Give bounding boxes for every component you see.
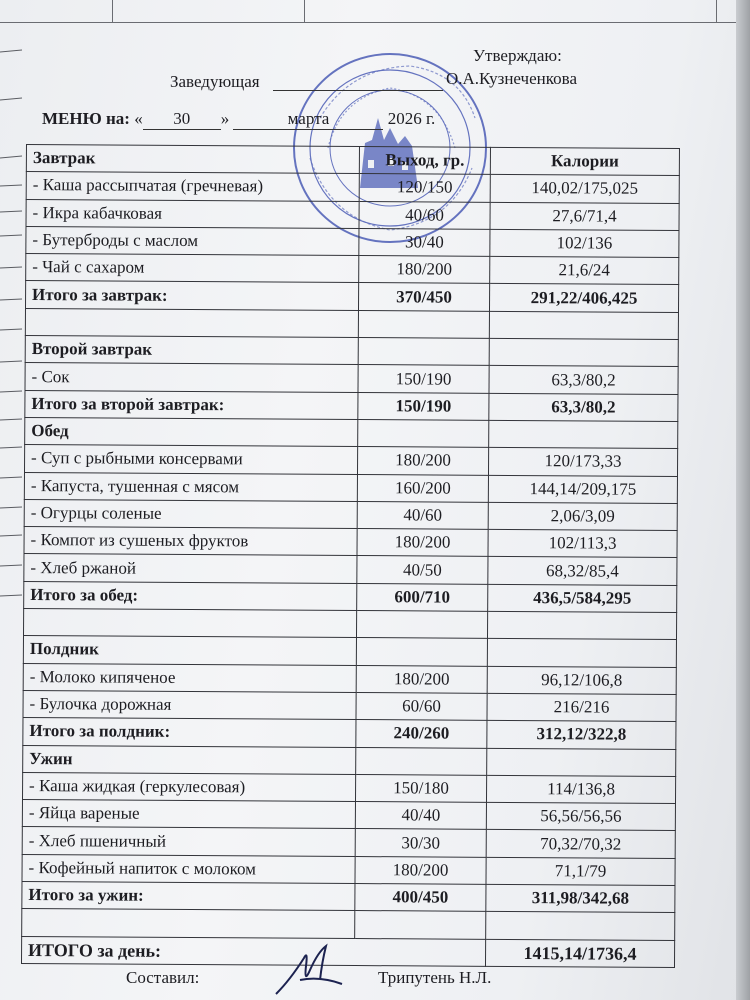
output-cell: 60/60 [356, 692, 487, 720]
table-row [24, 445, 677, 476]
calories-cell: 436,5/584,295 [488, 584, 677, 612]
meal-name-cell: Итого за полдник: [23, 718, 356, 747]
table-row [22, 827, 675, 858]
signature-line [273, 90, 443, 91]
menu-table [21, 144, 680, 968]
calories-cell: 56,56/56,56 [486, 802, 675, 830]
table-header-row [26, 145, 679, 176]
calories-cell: 70,32/70,32 [486, 830, 675, 858]
head-title: Заведующая [170, 72, 260, 91]
calories-cell: 216/216 [487, 693, 676, 721]
output-cell: 150/180 [355, 774, 486, 802]
table-row [23, 663, 676, 694]
output-cell: 40/40 [355, 802, 486, 830]
column-header-meal: Завтрак [26, 145, 359, 174]
output-cell: 160/200 [357, 474, 488, 502]
output-cell: 180/200 [357, 447, 488, 475]
meal-name-cell: - Булочка дорожная [23, 690, 356, 719]
meal-name-cell: Полдник [23, 636, 356, 665]
meal-name-cell: Итого за завтрак: [25, 281, 358, 310]
quote-close: » [220, 109, 230, 128]
calories-cell [487, 748, 676, 776]
table-row [25, 363, 678, 394]
calories-cell [487, 611, 676, 639]
calories-cell [489, 420, 678, 448]
calories-cell: 63,3/80,2 [489, 393, 678, 421]
calories-cell: 120/173,33 [488, 448, 677, 476]
table-row [22, 854, 675, 885]
table-row [25, 336, 678, 367]
meal-name-cell: - Каша рассыпчатая (гречневая) [26, 172, 359, 201]
calories-cell: 68,32/85,4 [488, 557, 677, 585]
table-row [25, 308, 678, 339]
calories-cell [489, 338, 678, 366]
table-row [22, 800, 675, 831]
output-cell [358, 338, 489, 366]
menu-month: марта [233, 109, 383, 130]
meal-name-cell: - Яйца вареные [22, 800, 355, 829]
output-cell: 370/450 [358, 283, 489, 311]
meal-name-cell: - Бутерброды с маслом [26, 226, 359, 255]
table-row [26, 199, 679, 230]
meal-name-cell: - Молоко кипяченое [23, 663, 356, 692]
table-row [23, 609, 676, 640]
calories-cell: 27,6/71,4 [490, 202, 679, 230]
meal-name-cell: - Кофейный напиток с молоком [22, 854, 355, 883]
meal-name-cell: - Хлеб ржаной [24, 554, 357, 583]
output-cell: 600/710 [357, 583, 488, 611]
output-cell [356, 638, 487, 666]
table-row [23, 718, 676, 749]
meal-name-cell [22, 909, 355, 938]
table-row [26, 254, 679, 285]
output-cell: 150/190 [358, 365, 489, 393]
calories-cell: 140,02/175,025 [490, 175, 679, 203]
table-row [25, 417, 678, 448]
output-cell: 180/200 [357, 529, 488, 557]
calories-cell: 71,1/79 [486, 857, 675, 885]
meal-name-cell: - Компот из сушеных фруктов [24, 527, 357, 556]
meal-name-cell: Второй завтрак [25, 336, 358, 365]
table-row [26, 226, 679, 257]
output-cell: 120/150 [359, 174, 490, 202]
calories-cell [486, 912, 675, 940]
column-header-calories: Калории [490, 147, 679, 175]
table-row [23, 690, 676, 721]
meal-name-cell: - Суп с рыбными консервами [24, 445, 357, 474]
table-row [24, 472, 677, 503]
calories-cell: 21,6/24 [490, 257, 679, 285]
output-cell: 40/60 [359, 201, 490, 229]
column-header-output: Выход, гр. [359, 147, 490, 175]
head-name: О.А.Кузнеченкова [446, 69, 577, 88]
meal-name-cell: - Хлеб пшеничный [22, 827, 355, 856]
table-row [24, 554, 677, 585]
meal-name-cell: - Сок [25, 363, 358, 392]
output-cell [356, 747, 487, 775]
calories-cell: 114/136,8 [486, 775, 675, 803]
output-cell: 150/190 [358, 392, 489, 420]
output-cell: 180/200 [359, 256, 490, 284]
output-cell: 240/260 [356, 720, 487, 748]
output-cell: 400/450 [355, 884, 486, 912]
output-cell [355, 911, 486, 939]
calories-cell: 102/136 [490, 229, 679, 257]
meal-name-cell: Итого за обед: [24, 581, 357, 610]
handwritten-signature [270, 940, 350, 1000]
meal-name-cell: - Капуста, тушенная с мясом [24, 472, 357, 501]
menu-day: 30 [143, 109, 221, 130]
table-row [22, 772, 675, 803]
calories-cell: 102/113,3 [488, 529, 677, 557]
quote-open: « [134, 109, 143, 128]
approve-label: Утверждаю: [473, 46, 562, 65]
output-cell [358, 420, 489, 448]
table-row [22, 909, 675, 940]
table-row [23, 745, 676, 776]
output-cell [358, 310, 489, 338]
output-cell: 30/30 [355, 829, 486, 857]
meal-name-cell: Обед [25, 417, 358, 446]
meal-name-cell: - Чай с сахаром [26, 254, 359, 283]
calories-cell [489, 311, 678, 339]
table-row [23, 636, 676, 667]
output-cell: 180/200 [356, 665, 487, 693]
grand-total-label: ИТОГО за день: [21, 936, 485, 966]
meal-name-cell: - Каша жидкая (геркулесовая) [22, 772, 355, 801]
meal-name-cell [25, 308, 358, 337]
calories-cell [487, 639, 676, 667]
meal-name-cell: Итого за второй завтрак: [25, 390, 358, 419]
output-cell: 40/60 [357, 501, 488, 529]
meal-name-cell: Ужин [23, 745, 356, 774]
previous-page-edge [0, 0, 738, 23]
output-cell: 40/50 [357, 556, 488, 584]
table-row [24, 499, 677, 530]
output-cell [356, 611, 487, 639]
meal-name-cell: Итого за ужин: [22, 882, 355, 911]
calories-cell: 2,06/3,09 [488, 502, 677, 530]
menu-prefix: МЕНЮ на: [42, 109, 130, 128]
page-shadow-edge [736, 0, 750, 1000]
calories-cell: 291,22/406,425 [489, 284, 678, 312]
table-row [22, 882, 675, 913]
meal-name-cell [23, 609, 356, 638]
calories-cell: 96,12/106,8 [487, 666, 676, 694]
menu-year: 2026 г. [387, 109, 436, 128]
grand-total-calories: 1415,14/1736,4 [485, 939, 674, 967]
output-cell: 30/40 [359, 228, 490, 256]
calories-cell: 311,98/342,68 [486, 884, 675, 912]
calories-cell: 63,3/80,2 [489, 366, 678, 394]
table-row [24, 581, 677, 612]
menu-date-line [42, 109, 435, 130]
compiled-name: Трипутень Н.Л. [378, 968, 492, 987]
table-row [24, 527, 677, 558]
calories-cell: 144,14/209,175 [488, 475, 677, 503]
meal-name-cell: - Икра кабачковая [26, 199, 359, 228]
output-cell: 180/200 [355, 856, 486, 884]
compiled-label: Составил: [126, 968, 200, 987]
table-row [26, 172, 679, 203]
table-row [25, 390, 678, 421]
calories-cell: 312,12/322,8 [487, 721, 676, 749]
table-row [25, 281, 678, 312]
binder-edge-lines [0, 0, 24, 1000]
meal-name-cell: - Огурцы соленые [24, 499, 357, 528]
